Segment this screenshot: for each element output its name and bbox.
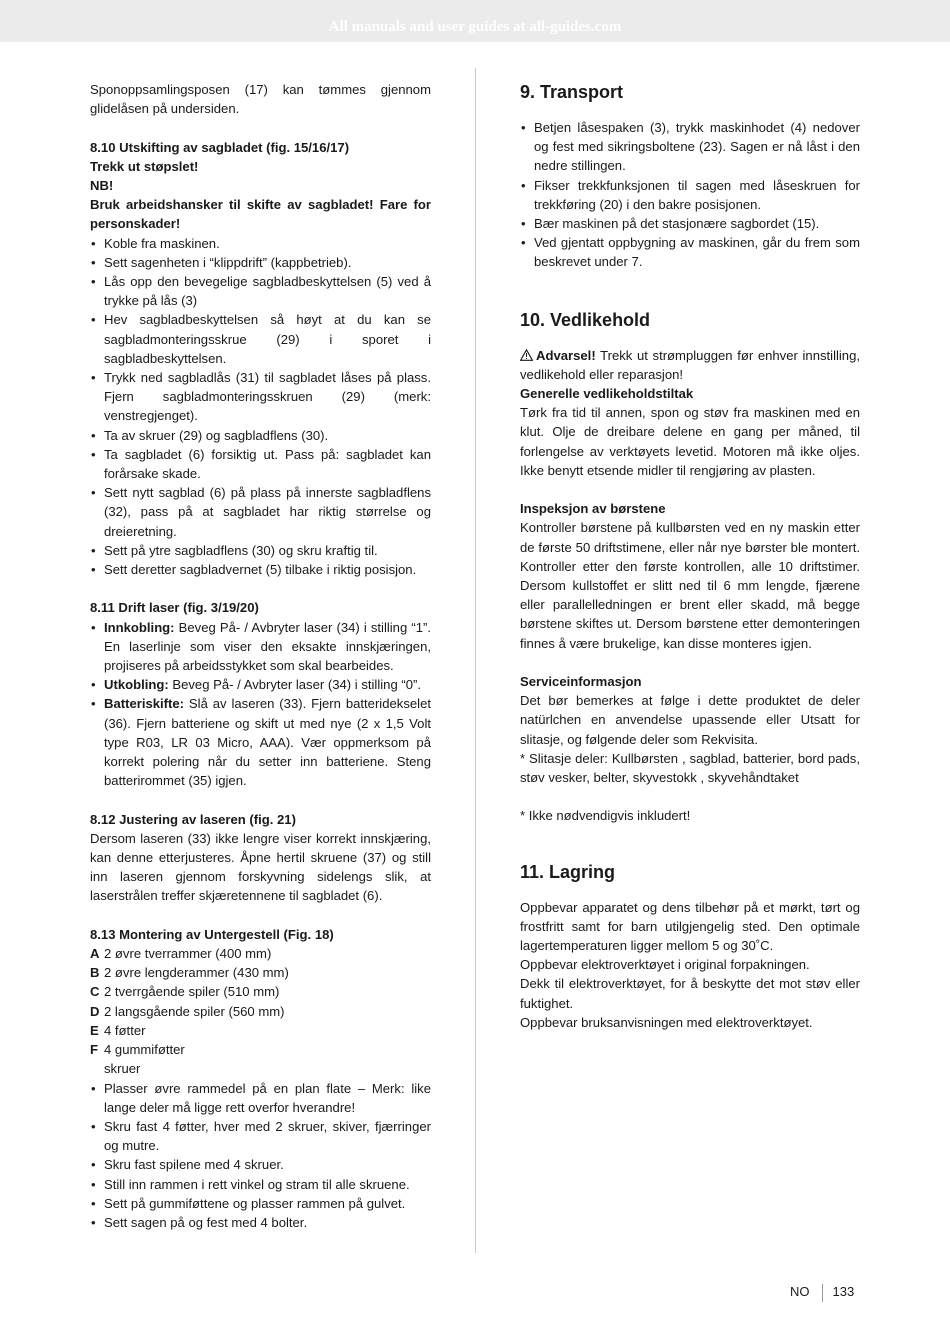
item-label: Innkobling: [104,619,175,635]
warning-gloves: Bruk arbeidshansker til skifte av sagbladet! Fare for personskader! [90,197,431,232]
list-item: • Sett på ytre sagbladflens (30) og skru kraftig til. [90,541,431,560]
storage-text-2: Oppbevar elektroverktøyet i original forpakningen. [520,957,810,973]
blade-change-steps [90,234,431,580]
list-item: • Skru fast 4 føtter, hver med 2 skruer, skiver, fjærringer og mutre. [90,1117,431,1155]
part-row [90,963,431,982]
assembly-steps [90,1079,431,1233]
item-label: Batteriskifte: [104,696,185,712]
part-row [90,944,431,963]
page-footer [790,1282,854,1302]
part-extra: skruer [104,1061,141,1077]
service-info-text: Det bør bemerkes at følge i dette produktet de deler natürlchen en anvendelse upassende eller Utsatt for slitasje, og følgende deler som Rekvisita. [520,693,860,747]
list-item: • Ta sagbladet (6) forsiktig ut. Pass på: sagbladet kan forårsake skade. [90,445,431,483]
banner-text: All manuals and user guides at all-guides.com [328,19,622,35]
language-code: NO [790,1284,810,1299]
right-column [520,80,860,1032]
brush-inspection-text: Kontroller børstene på kullbørsten ved en ny maskin etter de første 50 driftstimene, eller når nye børster ble montert. Kontroller etter den første kontrollen, alle 10 driftstimer. Dersom kullstoffet er slitt ned til 6 mm lengde, fjærene eller parallelledningen er brent eller skadd, må begge børstene skiftes ut. Dersom børstene etter demonteringen finnes å være brukelige, kan disse monteres igjen. [520,520,860,651]
warning-nb: NB! [90,178,114,193]
list-item: • Bær maskinen på det stasjonære sagbordet (15). [520,214,860,233]
list-item: • Ta av skruer (29) og sagbladflens (30). [90,426,431,445]
section-10-title: 10. Vedlikehold [520,309,651,330]
part-key: F [90,1042,98,1058]
transport-steps [520,118,860,272]
part-text: 4 gummiføtter [104,1042,185,1058]
part-key: D [90,1003,100,1019]
list-item: • Lås opp den bevegelige sagbladbeskyttelsen (5) ved å trykke på lås (3) [90,272,431,310]
list-item: • Sett på gummiføttene og plasser rammen på gulvet. [90,1194,431,1213]
section-8-11-title: 8.11 Drift laser (fig. 3/19/20) [90,600,259,616]
wear-parts-text: * Slitasje deler: Kullbørsten , sagblad, batterier, bord pads, støv vesker, belter, skyvestokk , skyvehåndtaket [520,750,860,786]
list-item: • Still inn rammen i rett vinkel og stram til alle skruene. [90,1175,431,1194]
page-number: 133 [832,1284,855,1299]
list-item: • Sett nytt sagblad (6) på plass på innerste sagbladflens (32), pass på at sagbladet har riktig størrelse og dreieretning. [90,483,431,541]
parts-list [90,944,431,1078]
download-banner [0,0,950,42]
list-item: • Betjen låsespaken (3), trykk maskinhodet (4) nedover og fest med sikringsboltene (23). Sagen er nå låst i den nedre stillingen. [520,118,860,176]
brush-inspection-title: Inspeksjon av børstene [520,501,666,517]
item-text: Slå av laseren (33). Fjern batteridekselet (36). Fjern batteriene og skift ut med nye (2 x 1,5 Volt type R03, LR 03 Micro, AAA). Vær oppmerksom på korrekt polering når du setter inn batteriene. Steng batterirommet (35) igjen. [104,696,431,789]
warning-triangle-icon [520,349,533,361]
part-text: 2 langsgående spiler (560 mm) [104,1003,285,1019]
general-maintenance-text: Tørk fra tid til annen, spon og støv fra maskinen med en klut. Olje de dreibare delene en gang per måned, til forlengelse av verktøyets levetid. Motoren må ikke oljes. Ikke benytt etsende midler til rengjøring av plasten. [520,405,860,478]
list-item: • Skru fast spilene med 4 skruer. [90,1155,431,1174]
left-column [90,80,431,1232]
part-key: B [90,965,100,981]
part-text: 2 tverrgående spiler (510 mm) [104,984,280,1000]
section-8-12-title: 8.12 Justering av laseren (fig. 21) [90,811,296,827]
list-item: • Ved gjentatt oppbygning av maskinen, går du frem som beskrevet under 7. [520,233,860,271]
list-item: • Fikser trekkfunksjonen til sagen med låseskruen for trekkføring (20) i den bakre posisjonen. [520,176,860,214]
section-9-title: 9. Transport [520,82,624,102]
item-label: Utkobling: [104,677,169,693]
item-text: Beveg På- / Avbryter laser (34) i stilling “0”. [168,677,422,693]
list-item: • Plasser øvre rammedel på en plan flate – Merk: like lange deler må ligge rett overfor hverandre! [90,1079,431,1117]
list-item [90,675,431,694]
list-item: • Trykk ned sagbladlås (31) til sagbladet låses på plass. Fjern sagbladmonteringsskruen (29) (merk: venstregjenget). [90,368,431,426]
part-key: C [90,984,100,1000]
list-item: • Hev sagbladbeskyttelsen så høyt at du kan se sagbladmonteringsskrue (29) i sporet i sagbladbeskyttelsen. [90,310,431,368]
column-divider [475,68,476,1253]
section-8-10-title: 8.10 Utskifting av sagbladet (fig. 15/16/17) [90,139,350,155]
part-text: 2 øvre tverrammer (400 mm) [104,946,272,962]
list-item: • Sett sagen på og fest med 4 bolter. [90,1213,431,1232]
maintenance-warning [520,346,860,384]
warning-unplug: Trekk ut støpslet! [90,158,199,174]
section-8-13-title: 8.13 Montering av Untergestell (Fig. 18) [90,926,334,942]
warning-text: Trekk ut strømpluggen før enhver innstilling, vedlikehold eller reparasjon! [520,347,860,382]
part-row [90,982,431,1001]
not-included-note: * Ikke nødvendigvis inkludert! [520,808,691,824]
intro-text: Sponoppsamlingsposen (17) kan tømmes gjennom glidelåsen på undersiden. [90,82,431,117]
list-item [90,694,431,790]
item-text: Beveg På- / Avbryter laser (34) i stilling “1”. En laserlinje som viser den eksakte innskjæringen, projiseres på arbeidsstykket som skal bearbeides. [104,619,431,674]
section-11-title: 11. Lagring [520,861,616,882]
service-info-title: Serviceinformasjon [520,674,642,690]
laser-steps [90,618,431,791]
warning-label: Advarsel! [536,347,596,363]
storage-text-3: Dekk til elektroverktøyet, for å beskytte det mot støv eller fuktighet. [520,976,860,1011]
storage-text-1: Oppbevar apparatet og dens tilbehør på et mørkt, tørt og frostfritt samt for barn utilgjengelig sted. Den optimale lagertemperaturen ligger mellom 5 og 30˚C. [520,899,860,954]
part-key: E [90,1022,99,1038]
part-text: 4 føtter [104,1022,146,1038]
laser-adjust-text: Dersom laseren (33) ikke lengre viser korrekt innskjæring, kan denne etterjusteres. Åpne hertil skruene (37) og still inn laseren gjennom forskyvning sidelengs slik, at laserstrålen treffer skjæretennene til sagbladet (6). [90,830,431,904]
general-maintenance-title: Generelle vedlikeholdstiltak [520,386,694,402]
part-text: 2 øvre lengderammer (430 mm) [104,965,289,981]
storage-text-4: Oppbevar bruksanvisningen med elektroverktøyet. [520,1014,813,1030]
part-row [90,1021,431,1040]
list-item [90,618,431,676]
footer-separator [822,1284,823,1302]
list-item: • Sett sagenheten i “klippdrift” (kappbetrieb). [90,253,431,272]
part-row [90,1002,431,1021]
list-item: • Koble fra maskinen. [90,234,431,253]
part-row [90,1040,431,1059]
list-item: • Sett deretter sagbladvernet (5) tilbake i riktig posisjon. [90,560,431,579]
part-key: A [90,946,100,962]
